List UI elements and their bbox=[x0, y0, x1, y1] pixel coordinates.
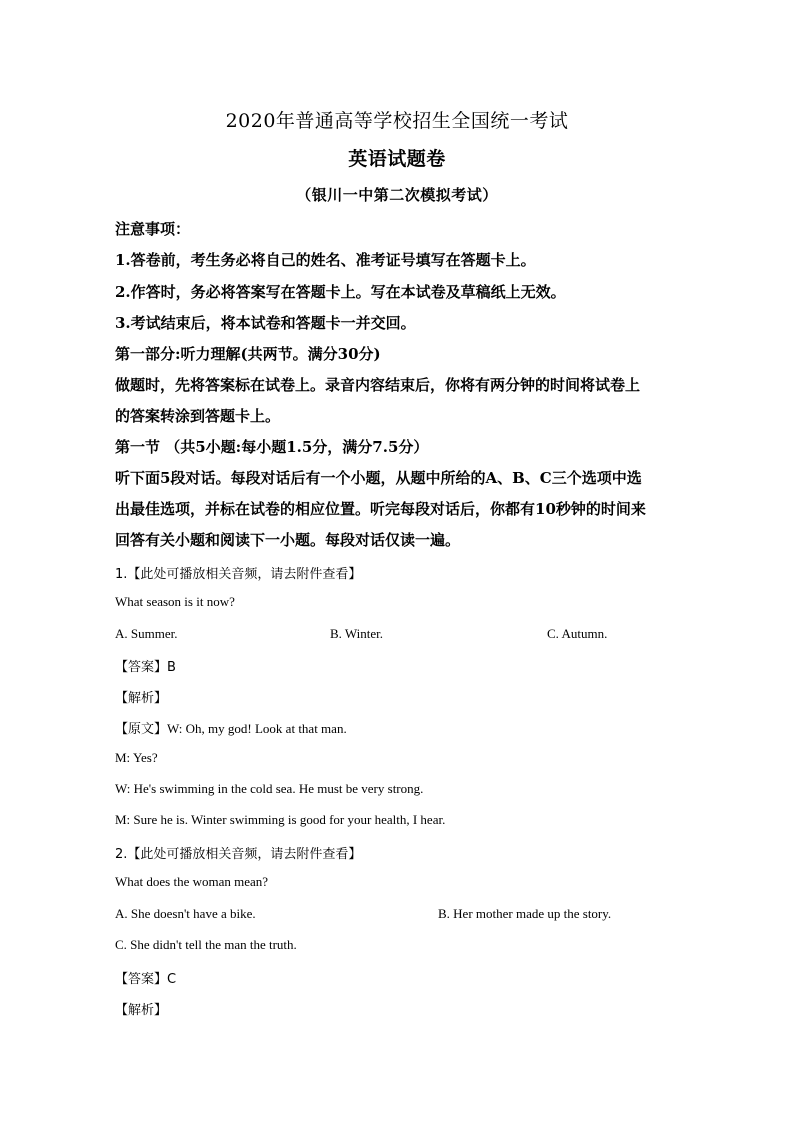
analysis-label: 【解析】 bbox=[115, 691, 168, 706]
part1-desc: 做题时，先将答案标在试卷上。录音内容结束后，你将有两分钟的时间将试卷上 bbox=[115, 376, 641, 394]
exam-source: （银川一中第二次模拟考试） bbox=[296, 186, 498, 204]
notice-item: 3.考试结束后，将本试卷和答题卡一并交回。 bbox=[115, 314, 416, 332]
notice-item: 1.答卷前，考生务必将自己的姓名、准考证号填写在答题卡上。 bbox=[115, 251, 536, 269]
transcript-line: M: Sure he is. Winter swimming is good for your health, I hear. bbox=[115, 812, 446, 827]
notice-item: 2.作答时，务必将答案写在答题卡上。写在本试卷及草稿纸上无效。 bbox=[115, 283, 566, 301]
option-b: B. Her mother made up the story. bbox=[438, 906, 612, 921]
option-b: B. Winter. bbox=[330, 626, 384, 641]
notice-heading: 注意事项： bbox=[115, 220, 191, 238]
transcript-text: W: Oh, my god! Look at that man. bbox=[167, 721, 347, 736]
option-a: A. Summer. bbox=[115, 626, 178, 641]
part1-desc: 的答案转涂到答题卡上。 bbox=[115, 407, 281, 425]
exam-title: 2020年普通高等学校招生全国统一考试 bbox=[225, 110, 569, 132]
answer-label: 【答案】C bbox=[115, 972, 177, 987]
question-text: What season is it now? bbox=[115, 594, 235, 609]
audio-placeholder[interactable]: 2.【此处可播放相关音频，请去附件查看】 bbox=[115, 847, 362, 862]
exam-subtitle: 英语试题卷 bbox=[348, 148, 446, 170]
audio-placeholder[interactable]: 1.【此处可播放相关音频，请去附件查看】 bbox=[115, 567, 362, 582]
question-text: What does the woman mean? bbox=[115, 874, 269, 889]
part1-heading: 第一部分:听力理解(共两节。满分30分) bbox=[115, 345, 381, 363]
option-c: C. She didn't tell the man the truth. bbox=[115, 937, 297, 952]
answer-label: 【答案】B bbox=[115, 660, 176, 675]
transcript-label: 【原文】 bbox=[115, 722, 168, 737]
option-a: A. She doesn't have a bike. bbox=[115, 906, 256, 921]
option-c: C. Autumn. bbox=[547, 626, 608, 641]
section1-desc: 回答有关小题和阅读下一小题。每段对话仅读一遍。 bbox=[115, 531, 461, 549]
transcript-line bbox=[115, 718, 347, 737]
section1-desc: 听下面5段对话。每段对话后有一个小题，从题中所给的A、B、C三个选项中选 bbox=[115, 469, 642, 487]
section1-heading: 第一节 （共5小题:每小题1.5分，满分7.5分） bbox=[115, 438, 429, 456]
analysis-label: 【解析】 bbox=[115, 1003, 168, 1018]
transcript-line: W: He's swimming in the cold sea. He must be very strong. bbox=[115, 781, 424, 796]
transcript-line: M: Yes? bbox=[115, 750, 158, 765]
section1-desc: 出最佳选项，并标在试卷的相应位置。听完每段对话后，你都有10秒钟的时间来 bbox=[115, 500, 646, 518]
